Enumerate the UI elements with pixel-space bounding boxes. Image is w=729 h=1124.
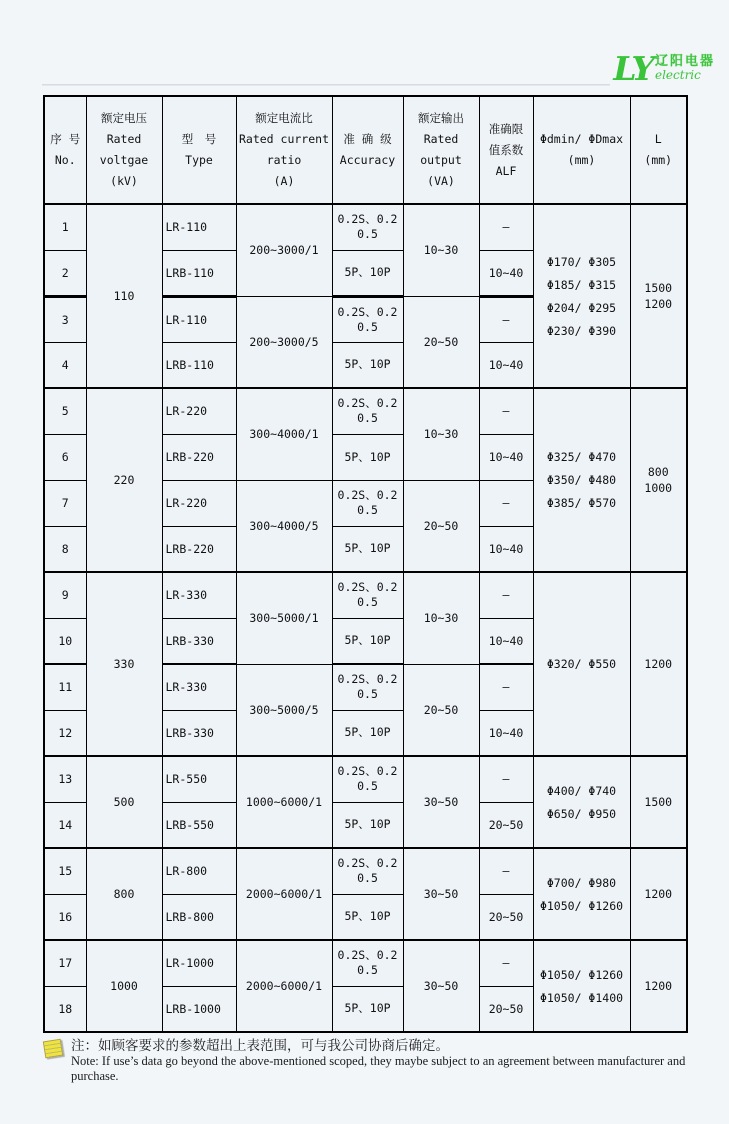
- serial-cell: 14: [44, 802, 86, 848]
- header-line: output: [420, 153, 462, 167]
- output-cell: 30~50: [403, 756, 479, 848]
- cell-line: 5P、10P: [344, 541, 391, 556]
- serial-cell: 16: [44, 894, 86, 940]
- alf-cell: 10~40: [479, 618, 533, 664]
- cell-line: Φ230/ Φ390: [546, 323, 617, 338]
- alf-cell: —: [479, 296, 533, 342]
- header-line: ALF: [495, 163, 517, 178]
- header-line: 准确限: [488, 121, 524, 136]
- cell-line: Φ320/ Φ550: [546, 657, 617, 671]
- cell-line: Φ385/ Φ570: [546, 496, 617, 510]
- accuracy-cell: [332, 756, 403, 802]
- cell-line: 1200: [644, 297, 673, 311]
- accuracy-cell: [332, 802, 403, 848]
- alf-cell: —: [479, 940, 533, 986]
- cell-line: 5P、10P: [344, 725, 391, 740]
- cell-line: 5P、10P: [344, 1001, 391, 1016]
- cell-line: 0.2S、0.2: [337, 212, 398, 227]
- type-cell: LRB-220: [162, 434, 236, 480]
- header-line: Rated current: [238, 132, 329, 146]
- ratio-cell: 300~4000/5: [236, 480, 332, 572]
- footnote-chinese: 注：如顾客要求的参数超出上表范围，可与我公司协商后确定。: [71, 1038, 449, 1053]
- header-line: (kV): [110, 174, 138, 188]
- type-cell: LRB-330: [162, 618, 236, 664]
- dims-cell: [533, 848, 630, 940]
- cell-line: 1000: [644, 481, 673, 495]
- dims-cell: [533, 388, 630, 572]
- accuracy-cell: [332, 664, 403, 710]
- voltage-cell: 500: [86, 756, 162, 848]
- cell-line: Φ1050/ Φ1400: [539, 990, 624, 1005]
- logo-electric-script: electric: [654, 68, 701, 82]
- output-cell: 20~50: [403, 296, 479, 388]
- sticky-note-icon: [43, 1039, 63, 1059]
- cell-line: 5P、10P: [344, 909, 391, 924]
- alf-cell: 20~50: [479, 986, 533, 1032]
- header-line: Rated: [423, 132, 459, 146]
- serial-cell: 15: [44, 848, 86, 894]
- alf-cell: —: [479, 204, 533, 250]
- column-header-0: [44, 96, 86, 204]
- accuracy-cell: [332, 434, 403, 480]
- table-header-row: [44, 96, 687, 204]
- cell-line: Φ170/ Φ305: [546, 254, 617, 269]
- table-row: [44, 756, 687, 802]
- serial-cell: 17: [44, 940, 86, 986]
- ratio-cell: 300~4000/1: [236, 388, 332, 480]
- cell-line: 0.2S、0.2: [337, 304, 398, 319]
- header-line: Φdmin/ ΦDmax: [539, 132, 624, 146]
- ratio-cell: 2000~6000/1: [236, 940, 332, 1032]
- serial-cell: 13: [44, 756, 86, 802]
- cell-line: Φ350/ Φ480: [546, 473, 617, 487]
- logo-chinese-name: 辽阳电器: [654, 54, 715, 69]
- cell-line: Φ700/ Φ980: [546, 875, 617, 890]
- cell-line: 0.5: [357, 779, 378, 794]
- column-header-5: [403, 96, 479, 204]
- alf-cell: —: [479, 756, 533, 802]
- cell-line: Φ1050/ Φ1260: [539, 967, 624, 982]
- accuracy-cell: [332, 572, 403, 618]
- column-header-8: [630, 96, 687, 204]
- type-cell: LRB-110: [162, 342, 236, 388]
- cell-line: 0.2S、0.2: [337, 948, 398, 963]
- type-cell: LRB-800: [162, 894, 236, 940]
- cell-line: 5P、10P: [344, 357, 391, 372]
- cell-line: 0.5: [357, 595, 378, 610]
- serial-cell: 4: [44, 342, 86, 388]
- cell-line: 0.2S、0.2: [337, 580, 398, 595]
- alf-cell: 10~40: [479, 434, 533, 480]
- cell-line: 1500: [644, 795, 673, 809]
- column-header-6: [479, 96, 533, 204]
- serial-cell: 7: [44, 480, 86, 526]
- ratio-cell: 200~3000/5: [236, 296, 332, 388]
- voltage-cell: 330: [86, 572, 162, 756]
- cell-line: 0.5: [357, 319, 378, 334]
- footnote: [44, 1037, 729, 1084]
- accuracy-cell: [332, 250, 403, 296]
- cell-line: 0.5: [357, 411, 378, 426]
- length-cell: [630, 388, 687, 572]
- cell-line: 0.5: [357, 687, 378, 702]
- type-cell: LR-330: [162, 664, 236, 710]
- type-cell: LR-1000: [162, 940, 236, 986]
- accuracy-cell: [332, 342, 403, 388]
- serial-cell: 1: [44, 204, 86, 250]
- output-cell: 10~30: [403, 388, 479, 480]
- alf-cell: 10~40: [479, 526, 533, 572]
- table-row: [44, 848, 687, 894]
- table-row: [44, 388, 687, 434]
- voltage-cell: 110: [86, 204, 162, 388]
- header-line: 准 确 级: [343, 132, 392, 146]
- header-line: (VA): [427, 174, 455, 188]
- cell-line: 0.5: [357, 963, 378, 978]
- type-cell: LRB-110: [162, 250, 236, 296]
- type-cell: LRB-220: [162, 526, 236, 572]
- cell-line: Φ204/ Φ295: [546, 300, 617, 315]
- footnote-english: Note: If use’s data go beyond the above-mentioned scoped, they maybe subject to an agreement between manufacturer and purchase.: [71, 1054, 686, 1083]
- cell-line: 0.5: [357, 503, 378, 517]
- dims-cell: [533, 940, 630, 1032]
- ratio-cell: 300~5000/1: [236, 572, 332, 664]
- alf-cell: 10~40: [479, 710, 533, 756]
- output-cell: 10~30: [403, 572, 479, 664]
- cell-line: 5P、10P: [344, 817, 391, 832]
- alf-cell: —: [479, 388, 533, 434]
- alf-cell: —: [479, 572, 533, 618]
- length-cell: [630, 940, 687, 1032]
- length-cell: [630, 572, 687, 756]
- serial-cell: 12: [44, 710, 86, 756]
- accuracy-cell: [332, 940, 403, 986]
- spec-table: [43, 95, 688, 1033]
- serial-cell: 5: [44, 388, 86, 434]
- header-line: Rated: [106, 132, 142, 146]
- column-header-7: [533, 96, 630, 204]
- accuracy-cell: [332, 388, 403, 434]
- dims-cell: [533, 204, 630, 388]
- serial-cell: 18: [44, 986, 86, 1032]
- type-cell: LR-550: [162, 756, 236, 802]
- type-cell: LR-110: [162, 204, 236, 250]
- type-cell: LR-220: [162, 388, 236, 434]
- output-cell: 30~50: [403, 940, 479, 1032]
- table-row: [44, 204, 687, 250]
- cell-line: 5P、10P: [344, 265, 391, 279]
- header-line: 型 号: [181, 132, 217, 146]
- type-cell: LRB-330: [162, 710, 236, 756]
- header-line: Accuracy: [339, 153, 396, 167]
- cell-line: 5P、10P: [344, 449, 391, 464]
- accuracy-cell: [332, 618, 403, 664]
- length-cell: [630, 756, 687, 848]
- serial-cell: 6: [44, 434, 86, 480]
- header-line: (mm): [567, 153, 596, 167]
- ratio-cell: 300~5000/5: [236, 664, 332, 756]
- cell-line: 0.5: [357, 227, 378, 242]
- cell-line: 0.2S、0.2: [337, 396, 398, 411]
- table-row: [44, 572, 687, 618]
- cell-line: 0.2S、0.2: [337, 856, 398, 871]
- ratio-cell: 2000~6000/1: [236, 848, 332, 940]
- accuracy-cell: [332, 848, 403, 894]
- column-header-4: [332, 96, 403, 204]
- cell-line: 1200: [644, 657, 673, 671]
- logo-ly-monogram: LY: [613, 49, 652, 88]
- serial-cell: 11: [44, 664, 86, 710]
- table-row: [44, 940, 687, 986]
- type-cell: LRB-550: [162, 802, 236, 848]
- accuracy-cell: [332, 480, 403, 526]
- cell-line: 1500: [644, 281, 673, 295]
- header-line: 额定电流比: [255, 111, 313, 125]
- cell-line: 0.5: [357, 871, 378, 886]
- alf-cell: —: [479, 480, 533, 526]
- cell-line: 0.2S、0.2: [337, 764, 398, 779]
- output-cell: 10~30: [403, 204, 479, 296]
- alf-cell: —: [479, 664, 533, 710]
- accuracy-cell: [332, 204, 403, 250]
- dims-cell: [533, 572, 630, 756]
- serial-cell: 9: [44, 572, 86, 618]
- output-cell: 20~50: [403, 480, 479, 572]
- accuracy-cell: [332, 296, 403, 342]
- header-line: 额定输出: [418, 111, 464, 125]
- cell-line: Φ325/ Φ470: [546, 450, 617, 464]
- type-cell: LR-220: [162, 480, 236, 526]
- cell-line: 0.2S、0.2: [337, 672, 398, 687]
- accuracy-cell: [332, 710, 403, 756]
- ratio-cell: 1000~6000/1: [236, 756, 332, 848]
- cell-line: Φ1050/ Φ1260: [539, 898, 624, 913]
- length-cell: [630, 848, 687, 940]
- header-line: 序 号: [50, 132, 81, 146]
- alf-cell: 10~40: [479, 342, 533, 388]
- cell-line: 800: [647, 465, 669, 479]
- dims-cell: [533, 756, 630, 848]
- output-cell: 20~50: [403, 664, 479, 756]
- column-header-3: [236, 96, 332, 204]
- length-cell: [630, 204, 687, 388]
- ratio-cell: 200~3000/1: [236, 204, 332, 296]
- type-cell: LR-330: [162, 572, 236, 618]
- type-cell: LRB-1000: [162, 986, 236, 1032]
- cell-line: 5P、10P: [344, 633, 391, 648]
- header-line: voltgae: [99, 153, 149, 167]
- header-line: ratio: [266, 153, 302, 167]
- cell-line: Φ400/ Φ740: [546, 783, 617, 798]
- serial-cell: 8: [44, 526, 86, 572]
- header-line: (mm): [644, 153, 673, 167]
- voltage-cell: 220: [86, 388, 162, 572]
- alf-cell: 20~50: [479, 802, 533, 848]
- header-divider-rule: [42, 84, 610, 86]
- header-line: No.: [54, 153, 76, 167]
- type-cell: LR-110: [162, 296, 236, 342]
- header-line: (A): [273, 174, 295, 188]
- column-header-1: [86, 96, 162, 204]
- accuracy-cell: [332, 986, 403, 1032]
- serial-cell: 10: [44, 618, 86, 664]
- alf-cell: —: [479, 848, 533, 894]
- header-line: 值系数: [488, 142, 524, 157]
- cell-line: Φ650/ Φ950: [546, 806, 617, 821]
- alf-cell: 20~50: [479, 894, 533, 940]
- cell-line: 1200: [644, 979, 673, 993]
- serial-cell: 2: [44, 250, 86, 296]
- accuracy-cell: [332, 526, 403, 572]
- header-line: 额定电压: [101, 111, 147, 125]
- output-cell: 30~50: [403, 848, 479, 940]
- company-logo: [613, 49, 715, 88]
- header-line: Type: [185, 153, 213, 167]
- voltage-cell: 1000: [86, 940, 162, 1032]
- cell-line: 0.2S、0.2: [337, 488, 398, 502]
- cell-line: 1200: [644, 887, 673, 901]
- column-header-2: [162, 96, 236, 204]
- cell-line: Φ185/ Φ315: [546, 277, 617, 292]
- alf-cell: 10~40: [479, 250, 533, 296]
- type-cell: LR-800: [162, 848, 236, 894]
- accuracy-cell: [332, 894, 403, 940]
- serial-cell: 3: [44, 296, 86, 342]
- header-line: L: [654, 132, 662, 146]
- voltage-cell: 800: [86, 848, 162, 940]
